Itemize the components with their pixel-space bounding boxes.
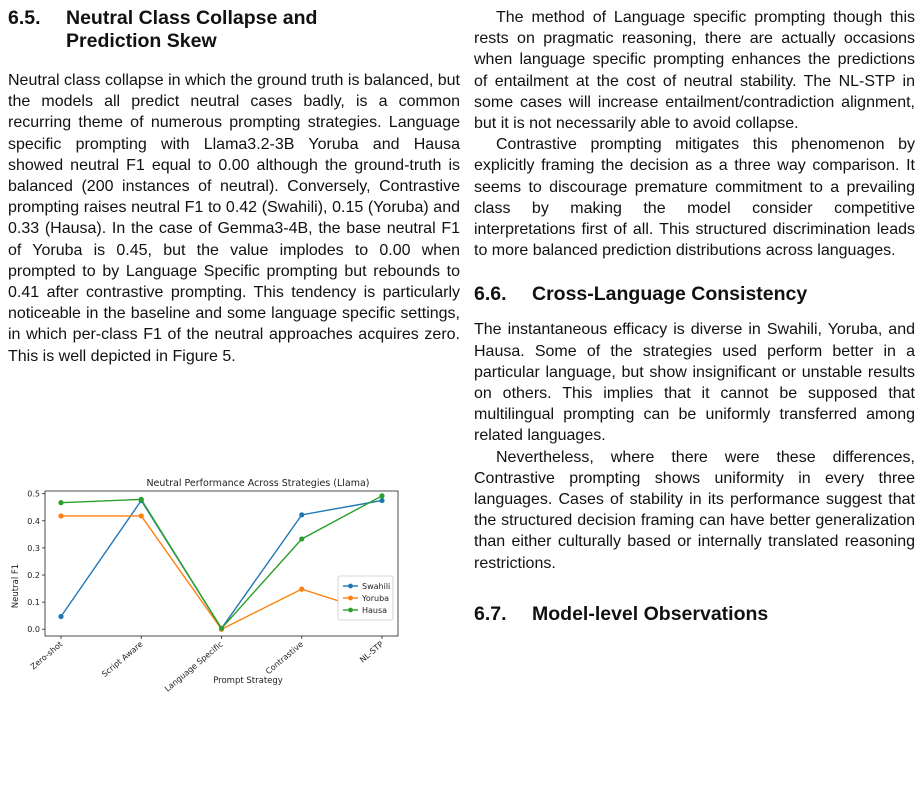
section-title: Cross-Language Consistency bbox=[532, 283, 808, 306]
y-tick-label: 0.4 bbox=[27, 516, 40, 526]
series-swahili bbox=[58, 498, 384, 631]
body-paragraph: The method of Language specific prompting though this rests on pragmatic reasoning, there are actually occasions when language specific prompting enhances the predictions of entailment at the cost of neutral stability. The NL-STP in some cases will increase entailment/contradiction alignment, but it is not necessarily able to avoid collapse. bbox=[474, 9, 915, 133]
y-tick-label: 0.5 bbox=[27, 489, 40, 499]
data-point bbox=[58, 614, 63, 619]
chart-legend bbox=[338, 576, 393, 620]
body-paragraph: Neutral class collapse in which the ground truth is balanced, but the models all predict neutral cases badly, is a common recurring theme of numerous prompting strategies. Language specific prompting with Llama3.2-3B Yoruba and Hausa showed neutral F1 equal to 0.00 although the ground-truth is balanced (200 instances of neutral). Conversely, Contrastive prompting raises neutral F1 to 0.42 (Swahili), 0.15 (Yoruba) and 0.33 (Hausa). In the case of Gemma3-4B, the base neutral F1 of Yoruba is 0.45, but the value implodes to 0.00 when prompted to by Language Specific prompting but rebounds to 0.41 after contrastive prompting. This tendency is particularly noticeable in the baseline and some language specific settings, in which per-class F1 of the neutral approaches acquires zero. This is well depicted in Figure 5. bbox=[8, 72, 460, 365]
y-axis-label: Neutral F1 bbox=[11, 563, 21, 609]
section-heading bbox=[8, 7, 460, 53]
y-tick-label: 0.2 bbox=[27, 571, 40, 581]
x-tick-label: NL-STP bbox=[358, 639, 386, 665]
body-paragraph: The instantaneous efficacy is diverse in Swahili, Yoruba, and Hausa. Some of the strategies used perform better in a particular language, but show insignificant or unstable results on others. This implies that it cannot be supposed that multilingual prompting can be uniformly transferred among related languages. bbox=[474, 321, 915, 445]
data-point bbox=[299, 536, 304, 541]
legend-label: Hausa bbox=[362, 606, 388, 615]
body-paragraph: Contrastive prompting mitigates this phenomenon by explicitly framing the decision as a three way comparison. It seems to discourage premature commitment to a prevailing class by making the model consider competitive interpretations first of all. This structured discrimination leads to more balanced prediction distributions across languages. bbox=[474, 136, 915, 260]
x-tick-label: Script Aware bbox=[100, 639, 145, 679]
legend-label: Swahili bbox=[362, 582, 391, 591]
data-point bbox=[299, 587, 304, 592]
legend-label: Yoruba bbox=[362, 594, 390, 603]
y-tick-label: 0.3 bbox=[27, 543, 40, 553]
section-title: Model-level Observations bbox=[532, 602, 769, 625]
body-paragraph: Nevertheless, where there were these differences, Contrastive prompting shows uniformity in every three languages. Cases of stability in its performance suggest that the structured decision framing can have better generalization than either culturally based or internally translated reasoning restrictions. bbox=[474, 448, 915, 572]
x-axis-label: Prompt Strategy bbox=[213, 676, 283, 686]
legend-marker bbox=[348, 584, 353, 589]
x-tick-label: Zero-shot bbox=[28, 639, 65, 672]
data-point bbox=[139, 497, 144, 502]
section-number: 6.5. bbox=[8, 7, 41, 29]
data-point bbox=[219, 626, 224, 631]
data-point bbox=[58, 500, 63, 505]
series-line bbox=[61, 500, 382, 628]
data-point bbox=[58, 513, 63, 518]
y-tick-label: 0.1 bbox=[27, 598, 40, 608]
left-column bbox=[8, 0, 460, 367]
data-point bbox=[139, 513, 144, 518]
section-title: Neutral Class Collapse and Prediction Skew bbox=[66, 7, 318, 52]
neutral-performance-chart bbox=[8, 476, 460, 716]
section-number: 6.6. bbox=[474, 283, 507, 306]
data-point bbox=[379, 498, 384, 503]
x-tick-label: Language Specific bbox=[162, 639, 225, 694]
x-tick-label: Contrastive bbox=[263, 639, 306, 677]
series-yoruba bbox=[58, 513, 384, 631]
y-tick-label: 0.0 bbox=[27, 625, 40, 635]
right-column bbox=[474, 0, 915, 626]
series-hausa bbox=[58, 493, 384, 631]
legend-marker bbox=[348, 596, 353, 601]
series-line bbox=[61, 516, 382, 629]
section-heading bbox=[474, 283, 915, 306]
chart-title: Neutral Performance Across Strategies (Llama) bbox=[146, 478, 370, 489]
data-point bbox=[379, 493, 384, 498]
section-number: 6.7. bbox=[474, 602, 507, 625]
data-point bbox=[299, 512, 304, 517]
legend-marker bbox=[348, 608, 353, 613]
section-heading bbox=[474, 603, 915, 626]
chart-series bbox=[58, 493, 384, 632]
